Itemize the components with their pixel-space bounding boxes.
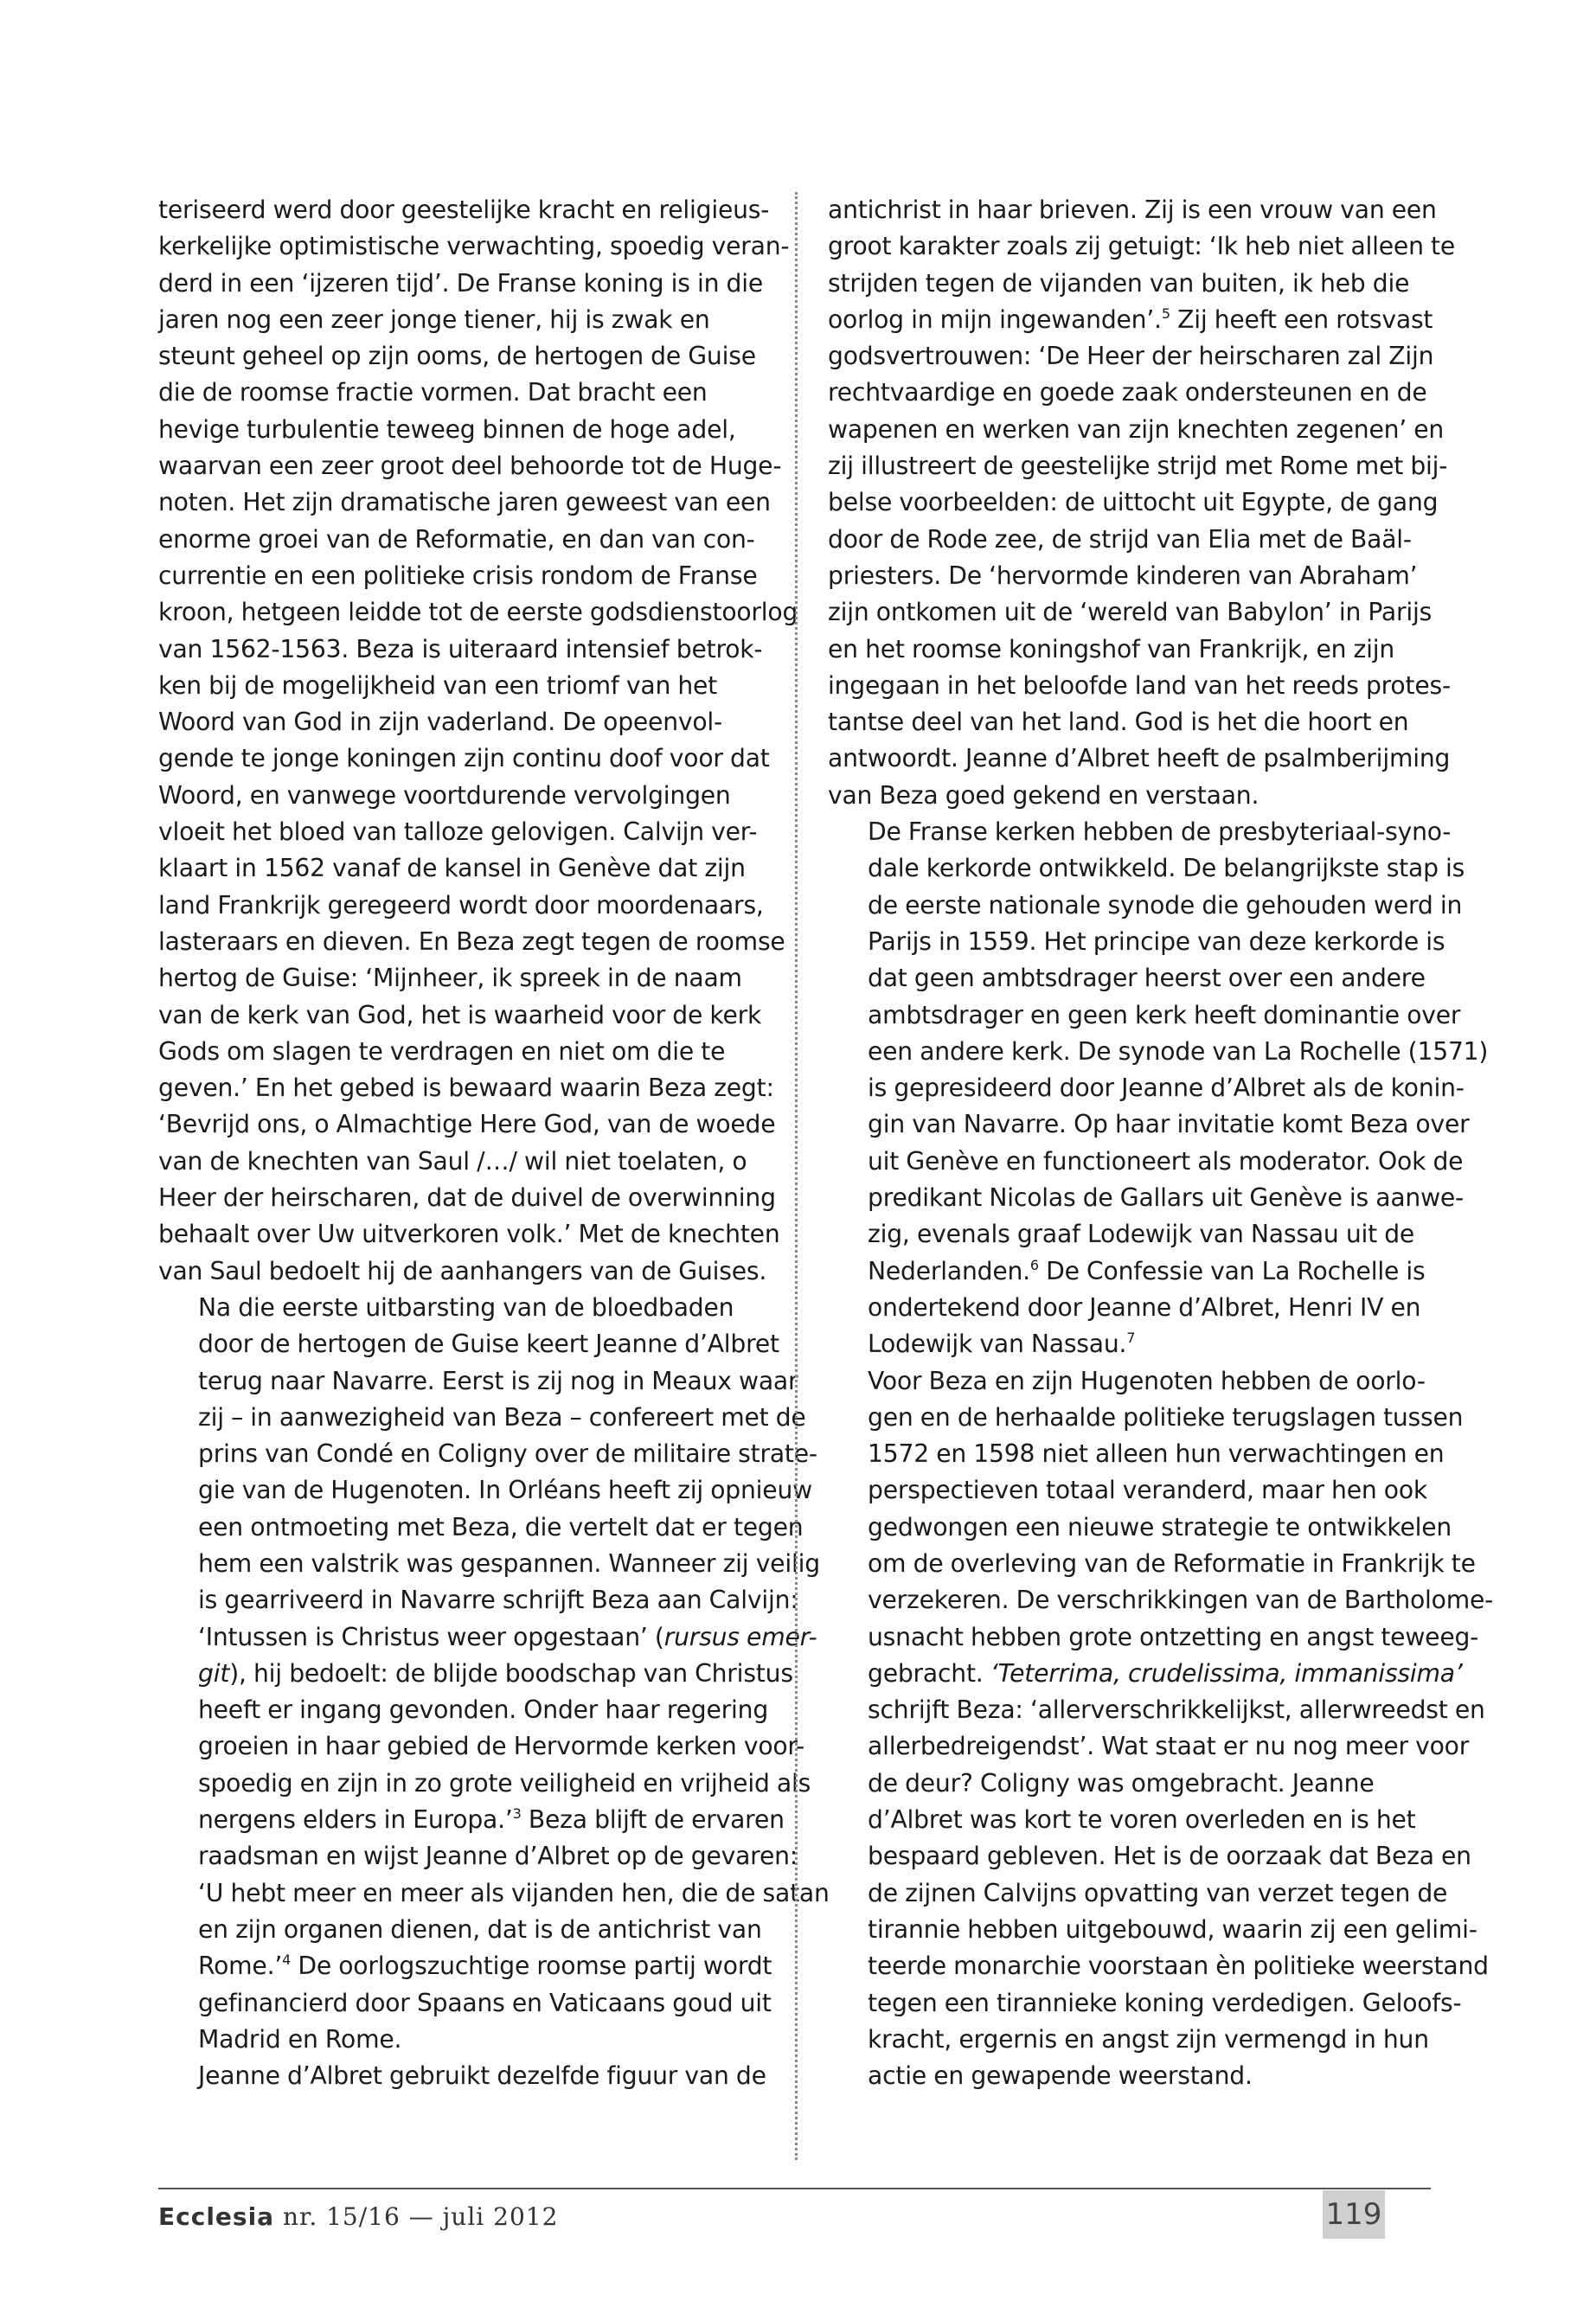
text-line: usnacht hebben grote ontzetting en angst teweeg- — [868, 1622, 1479, 1651]
text-line: gedwongen een nieuwe strategie te ontwikkelen — [868, 1512, 1452, 1541]
text-line: perspectieven totaal veranderd, maar hen ook — [868, 1476, 1427, 1505]
footnote-ref[interactable]: 3 — [512, 1805, 522, 1823]
right-column — [828, 192, 1494, 2094]
text-line: waarvan een zeer groot deel behoorde tot de Huge- — [158, 452, 782, 481]
text-line: vloeit het bloed van talloze gelovigen. Calvijn ver- — [158, 817, 758, 847]
text-line: door de hertogen de Guise keert Jeanne d’Albret — [198, 1330, 779, 1359]
latin-phrase: ‘Teterrima, crudelissima, immanissima’ — [990, 1658, 1463, 1688]
text-line: derd in een ‘ijzeren tijd’. De Franse koning is in die — [158, 268, 763, 298]
text-line: gebracht. ‘Teterrima, crudelissima, immanissima’ — [868, 1658, 1463, 1688]
text-line: de eerste nationale synode die gehouden werd in — [868, 890, 1463, 920]
text-line: ondertekend door Jeanne d’Albret, Henri IV en — [868, 1292, 1421, 1322]
text-line: lasteraars en dieven. En Beza zegt tegen de roomse — [158, 926, 785, 956]
text-line: antwoordt. Jeanne d’Albret heeft de psalmberijming — [828, 744, 1451, 773]
text-line: door de Rode zee, de strijd van Elia met de Baäl- — [828, 524, 1412, 554]
text-line: currentie en een politieke crisis rondom de Franse — [158, 561, 758, 590]
text-line: van 1562-1563. Beza is uiteraard intensief betrok- — [158, 634, 763, 663]
text-line: die de roomse fractie vormen. Dat bracht een — [158, 378, 708, 407]
paragraph — [828, 814, 1489, 1362]
paragraph — [828, 192, 1455, 814]
footer-journal — [158, 2202, 558, 2231]
text-line: en het roomse koningshof van Frankrijk, en zijn — [828, 634, 1395, 663]
text-line: De Franse kerken hebben de presbyteriaal-syno- — [868, 817, 1452, 847]
text-line: kracht, ergernis en angst zijn vermengd in hun — [868, 2024, 1429, 2054]
text-line: predikant Nicolas de Gallars uit Genève is aanwe- — [868, 1183, 1465, 1213]
text-line: ‘U hebt meer en meer als vijanden hen, die de satan — [198, 1878, 830, 1907]
text-line: gen en de herhaalde politieke terugslagen tussen — [868, 1402, 1464, 1432]
text-line: Na die eerste uitbarsting van de bloedbaden — [198, 1292, 734, 1322]
text-line: teerde monarchie voorstaan èn politieke weerstand — [868, 1952, 1489, 1981]
footnote-ref[interactable]: 6 — [1029, 1256, 1039, 1273]
text-line: 1572 en 1598 niet alleen hun verwachtingen en — [868, 1439, 1445, 1469]
text-line: een andere kerk. De synode van La Rochelle (1571) — [868, 1036, 1489, 1066]
journal-name: Ecclesia — [158, 2202, 275, 2231]
latin-phrase: git — [198, 1658, 230, 1688]
text-line: terug naar Navarre. Eerst is zij nog in Meaux waar — [198, 1366, 798, 1395]
text-line: godsvertrouwen: ‘De Heer der heirscharen zal Zijn — [828, 342, 1434, 371]
footnote-ref[interactable]: 5 — [1161, 304, 1170, 322]
text-line: gie van de Hugenoten. In Orléans heeft zij opnieuw — [198, 1476, 812, 1505]
text-line: priesters. De ‘hervormde kinderen van Abraham’ — [828, 561, 1418, 590]
text-line: van Saul bedoelt hij de aanhangers van de Guises. — [158, 1256, 767, 1285]
text-line: gende te jonge koningen zijn continu doof voor dat — [158, 744, 770, 773]
text-line: van Beza goed gekend en verstaan. — [828, 780, 1259, 810]
text-line: Woord, en vanwege voortdurende vervolgingen — [158, 780, 731, 810]
text-line: zijn ontkomen uit de ‘wereld van Babylon’ in Parijs — [828, 598, 1433, 627]
page-number: 119 — [1323, 2190, 1385, 2239]
text-line: verzekeren. De verschrikkingen van de Bartholome- — [868, 1586, 1494, 1615]
text-line: ‘Intussen is Christus weer opgestaan’ (rursus emer- — [198, 1622, 817, 1651]
text-line: zij – in aanwezigheid van Beza – confereert met de — [198, 1402, 806, 1432]
text-line: allerbedreigendst’. Wat staat er nu nog meer voor — [868, 1732, 1470, 1761]
text-line: enorme groei van de Reformatie, en dan van con- — [158, 524, 755, 554]
text-line: steunt geheel op zijn ooms, de hertogen de Guise — [158, 342, 756, 371]
text-line: ambtsdrager en geen kerk heeft dominantie over — [868, 1000, 1461, 1029]
footer-rule — [158, 2188, 1431, 2189]
text-line: d’Albret was kort te voren overleden en is het — [868, 1805, 1416, 1835]
text-line: en zijn organen dienen, dat is de antichrist van — [198, 1914, 762, 1944]
text-line: Nederlanden.$^6$ De Confessie van La Rochelle is — [868, 1256, 1426, 1285]
text-line: actie en gewapende weerstand. — [868, 2061, 1253, 2091]
text-line: Parijs in 1559. Het principe van deze kerkorde is — [868, 926, 1445, 956]
text-line: Lodewijk van Nassau.$^7$ — [868, 1330, 1136, 1359]
text-line: git), hij bedoelt: de blijde boodschap van Christus — [198, 1658, 793, 1688]
footnote-ref[interactable]: 7 — [1126, 1330, 1136, 1347]
text-line: Jeanne d’Albret gebruikt dezelfde figuur van de — [198, 2061, 766, 2091]
text-line: de deur? Coligny was omgebracht. Jeanne — [868, 1768, 1375, 1798]
text-line: kerkelijke optimistische verwachting, spoedig veran- — [158, 232, 790, 261]
text-line: spoedig en zijn in zo grote veiligheid en vrijheid als — [198, 1768, 811, 1798]
text-line: belse voorbeelden: de uittocht uit Egypte, de gang — [828, 488, 1439, 517]
text-line: gin van Navarre. Op haar invitatie komt Beza over — [868, 1110, 1470, 1139]
text-line: dale kerkorde ontwikkeld. De belangrijkste stap is — [868, 854, 1465, 883]
text-line: Gods om slagen te verdragen en niet om die te — [158, 1036, 726, 1066]
text-line: van de knechten van Saul /…/ wil niet toelaten, o — [158, 1146, 747, 1176]
text-line: groeien in haar gebied de Hervormde kerken voor- — [198, 1732, 804, 1761]
text-line: antichrist in haar brieven. Zij is een vrouw van een — [828, 195, 1437, 224]
text-line: Madrid en Rome. — [198, 2024, 402, 2054]
text-line: bespaard gebleven. Het is de oorzaak dat Beza en — [868, 1842, 1471, 1871]
text-line: zij illustreert de geestelijke strijd met Rome met bij- — [828, 452, 1448, 481]
footnote-ref[interactable]: 4 — [282, 1952, 292, 1969]
text-line: jaren nog een zeer jonge tiener, hij is zwak en — [158, 304, 710, 334]
text-line: een ontmoeting met Beza, die vertelt dat er tegen — [198, 1512, 804, 1541]
text-line: land Frankrijk geregeerd wordt door moordenaars, — [158, 890, 764, 920]
text-line: zig, evenals graaf Lodewijk van Nassau uit de — [868, 1220, 1415, 1249]
text-line: hem een valstrik was gespannen. Wanneer zij veilig — [198, 1548, 820, 1578]
text-line: Woord van God in zijn vaderland. De opeenvol- — [158, 708, 722, 737]
text-line: dat geen ambtsdrager heerst over een andere — [868, 964, 1426, 993]
text-line: prins van Condé en Coligny over de militaire strate- — [198, 1439, 817, 1469]
left-column — [158, 192, 830, 2094]
text-line: wapenen en werken van zijn knechten zegenen’ en — [828, 414, 1445, 444]
text-line: ‘Bevrijd ons, o Almachtige Here God, van de woede — [158, 1110, 776, 1139]
text-line: raadsman en wijst Jeanne d’Albret op de gevaren: — [198, 1842, 798, 1871]
journal-issue: nr. 15/16 — juli 2012 — [274, 2202, 559, 2231]
text-line: tegen een tirannieke koning verdedigen. Geloofs- — [868, 1988, 1462, 2017]
text-line: Heer der heirscharen, dat de duivel de overwinning — [158, 1183, 776, 1213]
text-line: heeft er ingang gevonden. Onder haar regering — [198, 1695, 769, 1725]
text-line: Voor Beza en zijn Hugenoten hebben de oorlo- — [868, 1366, 1426, 1395]
text-line: nergens elders in Europa.’$^3$ Beza blijft de ervaren — [198, 1805, 785, 1835]
text-line: uit Genève en functioneert als moderator. Ook de — [868, 1146, 1464, 1176]
text-line: gefinancierd door Spaans en Vaticaans goud uit — [198, 1988, 772, 2017]
column-divider — [795, 192, 798, 2160]
paragraph — [828, 1363, 1494, 2095]
text-line: oorlog in mijn ingewanden’.$^5$ Zij heeft een rotsvast — [828, 304, 1433, 334]
text-line: rechtvaardige en goede zaak ondersteunen en de — [828, 378, 1427, 407]
text-line: noten. Het zijn dramatische jaren geweest van een — [158, 488, 771, 517]
latin-phrase: rursus emer- — [663, 1622, 817, 1651]
text-line: is gepresideerd door Jeanne d’Albret als de konin- — [868, 1074, 1465, 1103]
text-line: tantse deel van het land. God is het die hoort en — [828, 708, 1409, 737]
text-line: is gearriveerd in Navarre schrijft Beza aan Calvijn: — [198, 1586, 798, 1615]
text-line: strijden tegen de vijanden van buiten, ik heb die — [828, 268, 1410, 298]
paragraph — [158, 2058, 769, 2094]
text-line: behaalt over Uw uitverkoren volk.’ Met de knechten — [158, 1220, 780, 1249]
text-line: ken bij de mogelijkheid van een triomf van het — [158, 670, 718, 700]
text-line: groot karakter zoals zij getuigt: ‘Ik heb niet alleen te — [828, 232, 1455, 261]
text-line: van de kerk van God, het is waarheid voor de kerk — [158, 1000, 762, 1029]
text-line: ingegaan in het beloofde land van het reeds protes- — [828, 670, 1451, 700]
text-line: klaart in 1562 vanaf de kansel in Genève dat zijn — [158, 854, 746, 883]
text-line: hevige turbulentie teweeg binnen de hoge adel, — [158, 414, 736, 444]
text-line: de zijnen Calvijns opvatting van verzet tegen de — [868, 1878, 1448, 1907]
text-line: teriseerd werd door geestelijke kracht en religieus- — [158, 195, 770, 224]
text-line: Rome.’$^4$ De oorlogszuchtige roomse partij wordt — [198, 1952, 772, 1981]
text-line: geven.’ En het gebed is bewaard waarin Beza zegt: — [158, 1074, 774, 1103]
paragraph — [158, 1290, 830, 2058]
text-line: hertog de Guise: ‘Mijnheer, ik spreek in de naam — [158, 964, 742, 993]
text-line: tirannie hebben uitgebouwd, waarin zij een gelimi- — [868, 1914, 1477, 1944]
text-line: om de overleving van de Reformatie in Frankrijk te — [868, 1548, 1476, 1578]
text-line: kroon, hetgeen leidde tot de eerste godsdienstoorlog — [158, 598, 798, 627]
text-line: schrijft Beza: ‘allerverschrikkelijkst, allerwreedst en — [868, 1695, 1485, 1725]
